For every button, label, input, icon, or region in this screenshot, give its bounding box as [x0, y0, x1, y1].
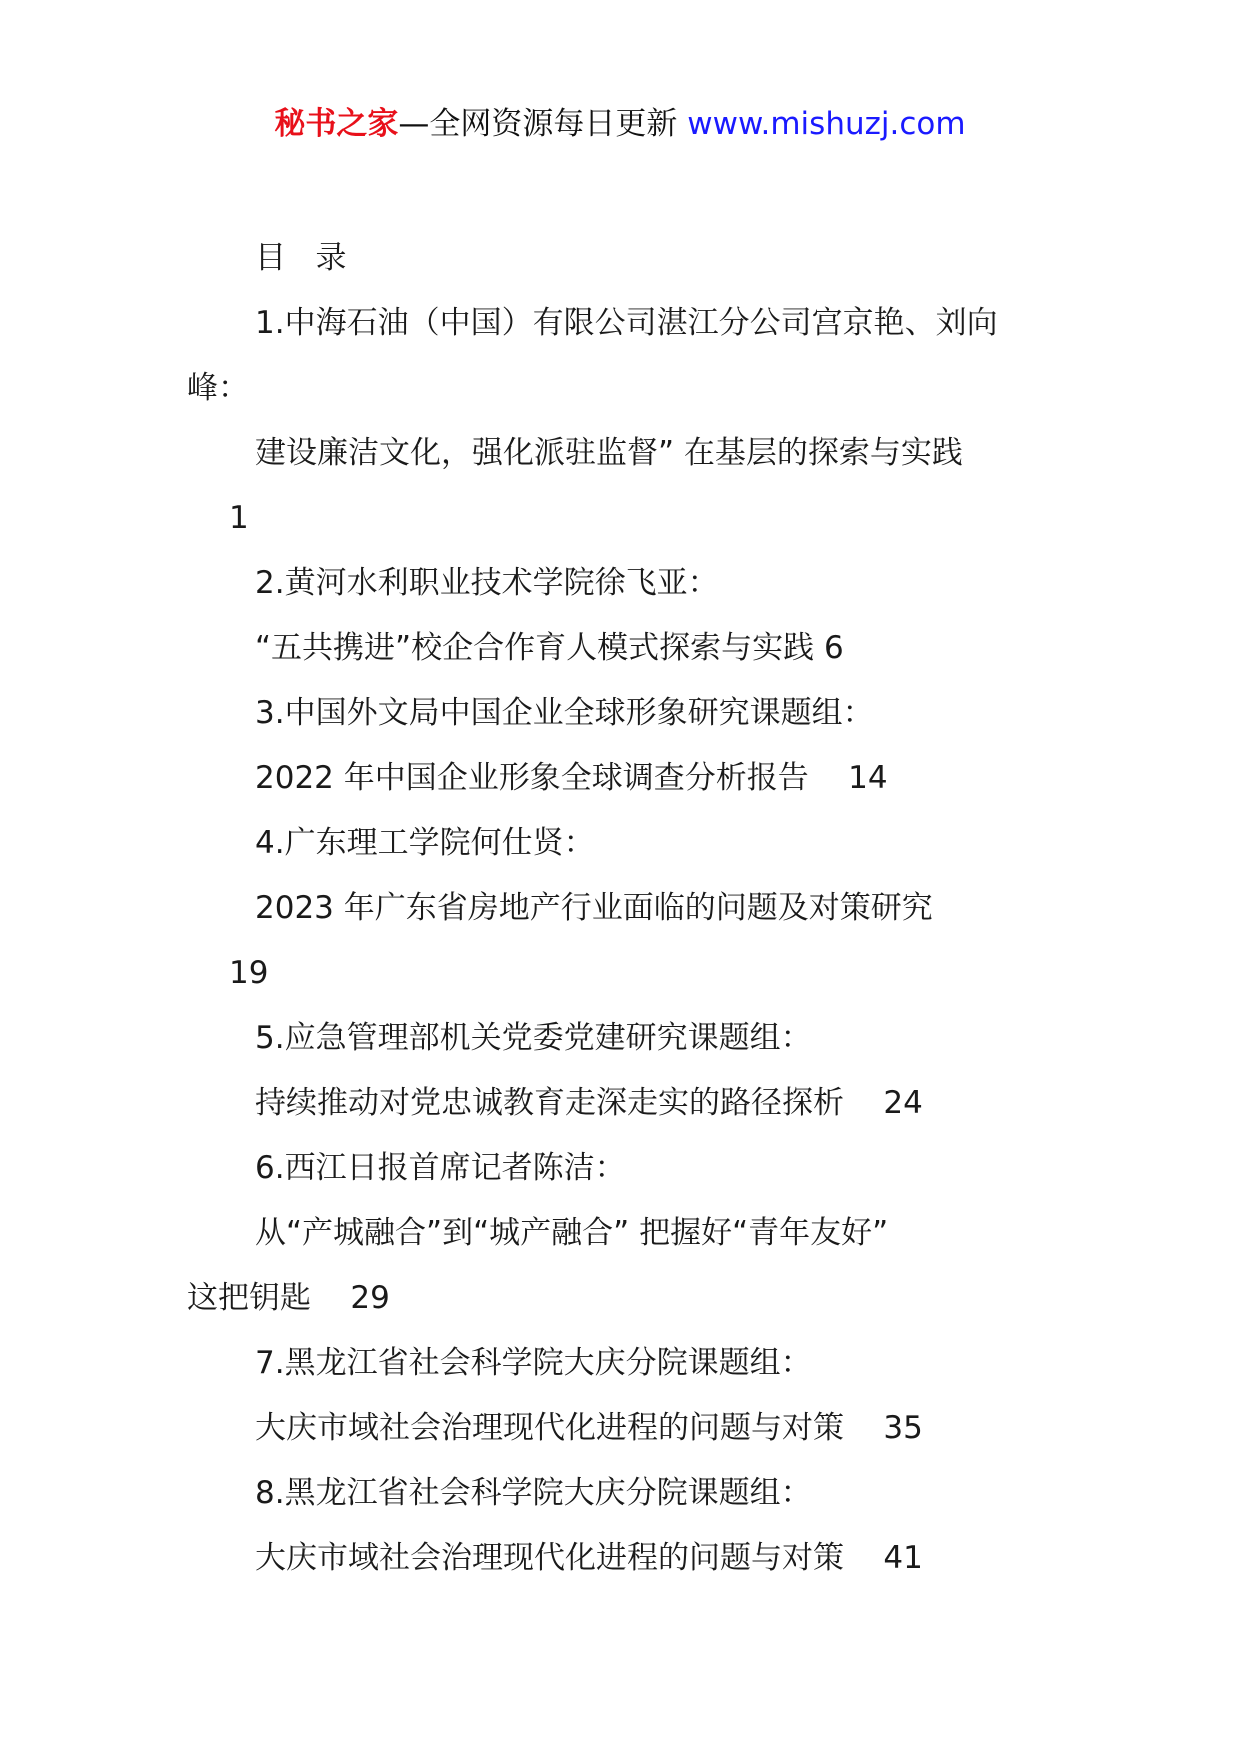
toc-entry-6-title-cont: 这把钥匙 29: [187, 1280, 390, 1316]
toc-title: 目 录: [255, 240, 347, 276]
toc-entry-8-title[interactable]: 大庆市域社会治理现代化进程的问题与对策 41: [255, 1540, 923, 1576]
toc-entry-4-page: 19: [229, 955, 269, 991]
toc-entry-6-heading[interactable]: 6.西江日报首席记者陈洁：: [255, 1150, 626, 1186]
table-of-contents: [187, 226, 1067, 1591]
toc-entry-4-title[interactable]: 2023 年广东省房地产行业面临的问题及对策研究: [255, 890, 933, 926]
page-header: [0, 100, 1240, 148]
toc-entry-4-heading[interactable]: 4.广东理工学院何仕贤：: [255, 825, 595, 861]
toc-entry-5-title[interactable]: 持续推动对党忠诚教育走深走实的路径探析 24: [255, 1085, 923, 1121]
header-slogan: —全网资源每日更新: [398, 106, 688, 142]
toc-entry-1-heading[interactable]: 1.中海石油（中国）有限公司湛江分公司宫京艳、刘向: [255, 305, 998, 341]
toc-entry-1-heading-cont: 峰：: [187, 370, 249, 406]
toc-entry-1-title[interactable]: 建设廉洁文化，强化派驻监督” 在基层的探索与实践: [255, 435, 963, 471]
toc-entry-2-title[interactable]: “五共携进”校企合作育人模式探索与实践 6: [255, 630, 844, 666]
toc-entry-1-page: 1: [229, 500, 249, 536]
toc-entry-8-heading[interactable]: 8.黑龙江省社会科学院大庆分院课题组：: [255, 1475, 812, 1511]
site-url-link[interactable]: www.mishuzj.com: [687, 106, 966, 142]
toc-entry-7-heading[interactable]: 7.黑龙江省社会科学院大庆分院课题组：: [255, 1345, 812, 1381]
toc-entry-3-heading[interactable]: 3.中国外文局中国企业全球形象研究课题组：: [255, 695, 874, 731]
toc-entry-5-heading[interactable]: 5.应急管理部机关党委党建研究课题组：: [255, 1020, 812, 1056]
toc-entry-3-title[interactable]: 2022 年中国企业形象全球调查分析报告 14: [255, 760, 888, 796]
toc-entry-2-heading[interactable]: 2.黄河水利职业技术学院徐飞亚：: [255, 565, 719, 601]
brand-name: 秘书之家: [274, 106, 399, 142]
toc-entry-6-title[interactable]: 从“产城融合”到“城产融合” 把握好“青年友好”: [255, 1215, 889, 1251]
toc-entry-7-title[interactable]: 大庆市域社会治理现代化进程的问题与对策 35: [255, 1410, 923, 1446]
